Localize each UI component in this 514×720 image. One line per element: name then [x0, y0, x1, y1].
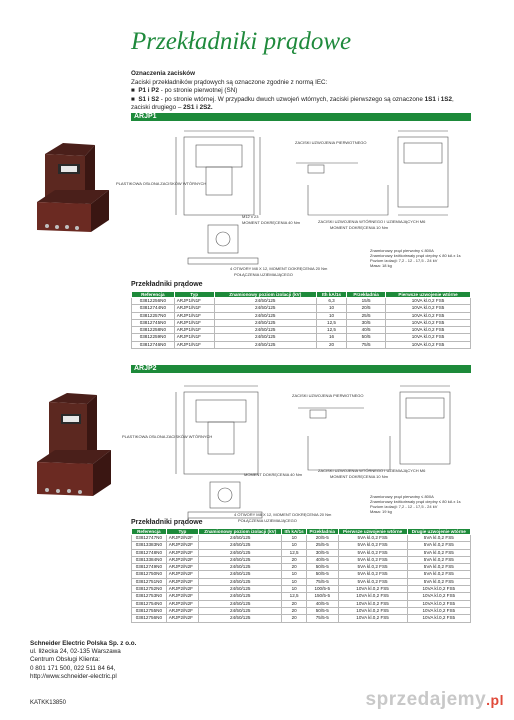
table-cell: 03812259N0 — [132, 334, 175, 341]
section-bar-arjp2: ARJP2 — [131, 365, 471, 373]
table-cell: 5VA kl.0,2 FS5 — [407, 542, 470, 549]
table-cell: 03812257N0 — [132, 312, 175, 319]
table-row — [132, 615, 471, 622]
table-cell: ARJP2/N2F — [166, 600, 198, 607]
table-cell: 10VA kl.0,2 FS5 — [338, 607, 407, 614]
table-cell: 24/50/125 — [199, 564, 282, 571]
table-cell: 24/50/125 — [199, 571, 282, 578]
table-cell: ARJP1/N1F — [174, 305, 214, 312]
table-cell: 10VA kl.0,2 FS5 — [386, 319, 471, 326]
table-cell: 75/5-5 — [306, 578, 338, 585]
table-cell: 20 — [282, 600, 307, 607]
table-cell: 10VA kl.0,2 FS5 — [386, 341, 471, 348]
table-cell: 40/5 — [347, 327, 386, 334]
table-cell: 24/50/125 — [199, 615, 282, 622]
table-cell: 03812256N0 — [132, 298, 175, 305]
table-cell: 5VA kl.0,2 FS5 — [338, 556, 407, 563]
table-cell: 24/50/125 — [199, 556, 282, 563]
table-cell: 10VA kl.0,2 FS5 — [386, 298, 471, 305]
table-cell: 12,5 — [316, 327, 346, 334]
label-m12: M12 x 23 — [242, 214, 259, 219]
table-cell: 5VA kl.0,2 FS5 — [338, 535, 407, 542]
table-cell: 03812258N0 — [132, 327, 175, 334]
table-cell: 24/50/125 — [214, 334, 316, 341]
table-cell: 40/5-5 — [306, 556, 338, 563]
label-moment-2: MOMENT DOKRĘCENIA 10 Nm — [330, 474, 388, 479]
label-m12-moment-1: MOMENT DOKRĘCENIA 40 Nm — [242, 220, 300, 225]
table-cell: 24/50/125 — [214, 305, 316, 312]
table-cell: 50/5-5 — [306, 564, 338, 571]
col-type: Typ — [166, 529, 198, 535]
table-cell: 20 — [282, 615, 307, 622]
table-cell: ARJP1/N1F — [174, 298, 214, 305]
table-cell: 03812748N0 — [132, 549, 167, 556]
table-cell: 10VA kl.0,2 FS5 — [338, 593, 407, 600]
col-ith: Ith kA/1s — [316, 292, 346, 298]
catalog-number: KATKK13850 — [30, 700, 66, 706]
label-bolts-1: 4 OTWORY M8 X 12, MOMENT DOKRĘCENIA 20 Nm — [230, 266, 328, 271]
table-cell: 10VA kl.0,2 FS5 — [386, 327, 471, 334]
table-cell: 5VA kl.0,2 FS5 — [407, 571, 470, 578]
spec-table-arjp1 — [131, 291, 471, 349]
col-type: Typ — [174, 292, 214, 298]
table-row — [132, 586, 471, 593]
table-row — [132, 607, 471, 614]
table-cell: 10VA kl.0,2 FS5 — [338, 615, 407, 622]
table-cell: 75/5-5 — [306, 615, 338, 622]
table-cell: 10VA kl.0,2 FS5 — [386, 334, 471, 341]
table-cell: 12,5 — [316, 319, 346, 326]
table-cell: ARJP2/N2F — [166, 564, 198, 571]
label-secondary-1: ZACISKI UZWOJENIA WTÓRNEGO I UZIEMIAJĄCYCH M6 — [318, 219, 426, 224]
label-bolts-2: 4 OTWORY M8 X 12, MOMENT DOKRĘCENIA 20 Nm — [234, 512, 332, 517]
table-cell: 100/5-5 — [306, 586, 338, 593]
table-cell: 50/5-5 — [306, 571, 338, 578]
table-cell: 10VA kl.0,2 FS5 — [407, 607, 470, 614]
section-bar-arjp1: ARJP1 — [131, 113, 471, 121]
table-cell: 25/5 — [347, 312, 386, 319]
intro-bullet-2: ■ S1 i S2 - po stronie wtórnej. W przypadku dwuch uzwojeń wtórnych, zaciski pierwszego są oznaczone 1S1 i 1S2, zaciski drugiego – 2S1 i 2S2. — [131, 95, 454, 112]
table-cell: 15/5 — [347, 298, 386, 305]
table-cell: 03812756N0 — [132, 615, 167, 622]
table-cell: 20/5 — [347, 305, 386, 312]
table-cell: 12,5 — [282, 593, 307, 600]
transformer-photo-arjp2 — [33, 392, 128, 508]
specs-arjp1: Znamionowy prąd pierwotny ≤ 800A Znamionowy krótkotrwały prąd cieplny ≤ 80 kA x 1s Poziom izolacji: 7,2 - 12 - 17,5 - 24 kV Masa: 18 kg — [370, 248, 461, 268]
table-row — [132, 298, 471, 305]
table-cell: 24/50/125 — [199, 600, 282, 607]
website-link[interactable]: http://www.schneider-electric.pl — [30, 672, 117, 680]
table-cell: 10 — [282, 542, 307, 549]
spec-table-arjp2 — [131, 528, 471, 623]
table-row — [132, 305, 471, 312]
col-insulation: Znamionowy poziom izolacji (kV) — [199, 529, 282, 535]
table-row — [132, 312, 471, 319]
label-primary-1: ZACISKI UZWOJENIA PIERWOTNEGO — [295, 140, 367, 145]
watermark-logo: sprzedajemy.pl — [365, 689, 504, 710]
table-cell: 24/50/125 — [199, 593, 282, 600]
table-cell: 10 — [282, 535, 307, 542]
table-cell: ARJP2/N2F — [166, 549, 198, 556]
table-row — [132, 535, 471, 542]
table-cell: 75/5 — [347, 341, 386, 348]
table-cell: ARJP2/N2F — [166, 593, 198, 600]
label-bolts-grounding-1: POŁĄCZENIA UZIEMIAJĄCEGO — [234, 272, 293, 277]
col-ratio: Przekładnia — [306, 529, 338, 535]
intro-line: Zaciski przekładników prądowych są oznaczone zgodnie z normą IEC: — [131, 78, 328, 86]
table-cell: 24/50/125 — [199, 607, 282, 614]
company-address: ul. Iłżecka 24, 02-135 Warszawa — [30, 648, 121, 656]
table-cell: ARJP2/N2F — [166, 615, 198, 622]
table-cell: 03812747N0 — [132, 535, 167, 542]
table-cell: ARJP2/N2F — [166, 586, 198, 593]
table-cell: 20 — [282, 564, 307, 571]
table-row — [132, 334, 471, 341]
table-cell: 25/5-5 — [306, 542, 338, 549]
specs-arjp2: Znamionowy prąd pierwotny ≤ 800A Znamionowy krótkotrwały prąd cieplny ≤ 80 kA x 1s Poziom izolacji: 7,2 - 12 - 17,5 - 24 kV Masa: 19 kg — [370, 494, 461, 514]
table-row — [132, 319, 471, 326]
table-cell: 03812744N0 — [132, 305, 175, 312]
table-title-arjp1: Przekładniki prądowe — [131, 281, 203, 288]
table-cell: 5VA kl.0,2 FS5 — [407, 556, 470, 563]
table-cell: 10VA kl.0,2 FS5 — [338, 600, 407, 607]
company-footer — [30, 640, 136, 681]
table-cell: 10VA kl.0,2 FS5 — [338, 586, 407, 593]
table-cell: 10VA kl.0,2 FS5 — [386, 312, 471, 319]
table-row — [132, 593, 471, 600]
table-cell: 5VA kl.0,2 FS5 — [338, 542, 407, 549]
customer-center: Centrum Obsługi Klienta: — [30, 656, 100, 664]
table-cell: ARJP2/N2F — [166, 535, 198, 542]
table-cell: ARJP1/N1F — [174, 334, 214, 341]
table-cell: 10VA kl.0,2 FS5 — [407, 600, 470, 607]
label-m12-moment-2: MOMENT DOKRĘCENIA 40 Nm — [244, 472, 302, 477]
table-cell: 03812750N0 — [132, 571, 167, 578]
table-row — [132, 600, 471, 607]
table-cell: 10VA kl.0,2 FS5 — [407, 593, 470, 600]
intro-bullet-1: ■ P1 i P2 - po stronie pierwotnej (SN) — [131, 87, 238, 95]
table-row — [132, 578, 471, 585]
table-cell: 10 — [316, 305, 346, 312]
table-cell: 10VA kl.0,2 FS5 — [386, 305, 471, 312]
table-cell: 12,5 — [282, 549, 307, 556]
table-cell: 03812753N0 — [132, 593, 167, 600]
table-cell: 03812745N0 — [132, 319, 175, 326]
intro-heading: Oznaczenia zacisków — [131, 70, 196, 77]
table-cell: ARJP1/N1F — [174, 319, 214, 326]
table-cell: 5VA kl.0,2 FS5 — [407, 564, 470, 571]
table-cell: 10 — [282, 578, 307, 585]
table-cell: 24/50/125 — [214, 312, 316, 319]
table-cell: 03812751N0 — [132, 578, 167, 585]
table-row — [132, 571, 471, 578]
table-row — [132, 549, 471, 556]
table-header-row — [132, 529, 471, 535]
col-secondary-1: Pierwsze uzwojenie wtórne — [338, 529, 407, 535]
label-plastic-cover-1: PLASTIKOWA OSŁONA ZACISKÓW WTÓRNYCH — [116, 181, 207, 186]
label-primary-2: ZACISKI UZWOJENIA PIERWOTNEGO — [292, 393, 364, 398]
phone-numbers: 0 801 171 500, 022 511 84 64, — [30, 664, 116, 672]
table-row — [132, 327, 471, 334]
label-secondary-2: ZACISKI UZWOJENIA WTÓRNEGO I UZIEMIAJĄCYCH M6 — [318, 468, 426, 473]
table-cell: 16 — [316, 334, 346, 341]
table-cell: 24/50/125 — [199, 578, 282, 585]
table-cell: 20 — [282, 556, 307, 563]
terminal-designations — [131, 70, 471, 113]
table-cell: ARJP2/N2F — [166, 578, 198, 585]
table-cell: ARJP2/N2F — [166, 571, 198, 578]
table-cell: 20/5-5 — [306, 535, 338, 542]
table-cell: 03812746N0 — [132, 341, 175, 348]
table-cell: 40/5-5 — [306, 600, 338, 607]
table-cell: ARJP2/N2F — [166, 607, 198, 614]
table-cell: 5VA kl.0,2 FS5 — [407, 549, 470, 556]
col-secondary-1: Pierwsze uzwojenie wtórne — [386, 292, 471, 298]
table-cell: 50/5-5 — [306, 607, 338, 614]
table-cell: 30/5 — [347, 319, 386, 326]
table-cell: 10 — [282, 586, 307, 593]
table-cell: 150/5-5 — [306, 593, 338, 600]
col-ith: Ith kA/1s — [282, 529, 307, 535]
table-cell: 24/50/125 — [199, 535, 282, 542]
col-reference: Referencja — [132, 292, 175, 298]
table-row — [132, 542, 471, 549]
label-plastic-cover-2: PLASTIKOWA OSŁONA ZACISKÓW WTÓRNYCH — [122, 434, 213, 439]
table-cell: 24/50/125 — [199, 542, 282, 549]
table-cell: 03813384N0 — [132, 556, 167, 563]
table-cell: 6,3 — [316, 298, 346, 305]
table-row — [132, 564, 471, 571]
table-row — [132, 556, 471, 563]
table-cell: 50/5 — [347, 334, 386, 341]
table-cell: 24/50/125 — [214, 341, 316, 348]
table-cell: 30/5-5 — [306, 549, 338, 556]
table-cell: 10 — [282, 571, 307, 578]
table-cell: 10VA kl.0,2 FS5 — [407, 615, 470, 622]
transformer-photo-arjp1 — [33, 140, 123, 242]
company-name: Schneider Electric Polska Sp. z o.o. — [30, 640, 137, 647]
table-cell: 24/50/125 — [214, 319, 316, 326]
table-cell: ARJP2/N2F — [166, 556, 198, 563]
label-bolts-grounding-2: POŁĄCZENIA UZIEMIAJĄCEGO — [238, 518, 297, 523]
table-cell: 5VA kl.0,2 FS5 — [338, 578, 407, 585]
table-cell: ARJP1/N1F — [174, 327, 214, 334]
col-secondary-2: Drugie uzwojenie wtórne — [407, 529, 470, 535]
page-title: Przekładniki prądowe — [131, 28, 352, 55]
table-cell: ARJP2/N2F — [166, 542, 198, 549]
table-cell: 24/50/125 — [199, 549, 282, 556]
table-cell: 5VA kl.0,2 FS5 — [338, 549, 407, 556]
table-cell: 5VA kl.0,2 FS5 — [407, 535, 470, 542]
table-cell: 5VA kl.0,2 FS5 — [407, 578, 470, 585]
table-cell: 03812749N0 — [132, 564, 167, 571]
table-cell: 10 — [316, 312, 346, 319]
table-cell: ARJP1/N1F — [174, 312, 214, 319]
table-cell: 24/50/125 — [214, 298, 316, 305]
table-cell: 10VA kl.0,2 FS5 — [407, 586, 470, 593]
table-cell: 5VA kl.0,2 FS5 — [338, 564, 407, 571]
col-reference: Referencja — [132, 529, 167, 535]
col-ratio: Przekładnia — [347, 292, 386, 298]
table-cell: 24/50/125 — [199, 586, 282, 593]
table-cell: 20 — [316, 341, 346, 348]
table-row — [132, 341, 471, 348]
table-cell: 20 — [282, 607, 307, 614]
table-cell: 03812755N0 — [132, 607, 167, 614]
table-cell: 03813383N0 — [132, 542, 167, 549]
table-title-arjp2: Przekładniki prądowe — [131, 519, 203, 526]
table-cell: 03812752N0 — [132, 586, 167, 593]
table-cell: 5VA kl.0,2 FS5 — [338, 571, 407, 578]
col-insulation: Znamionowy poziom izolacji (kV) — [214, 292, 316, 298]
table-cell: 03812754N0 — [132, 600, 167, 607]
table-cell: 24/50/125 — [214, 327, 316, 334]
table-cell: ARJP1/N1F — [174, 341, 214, 348]
label-moment-1: MOMENT DOKRĘCENIA 10 Nm — [330, 225, 388, 230]
